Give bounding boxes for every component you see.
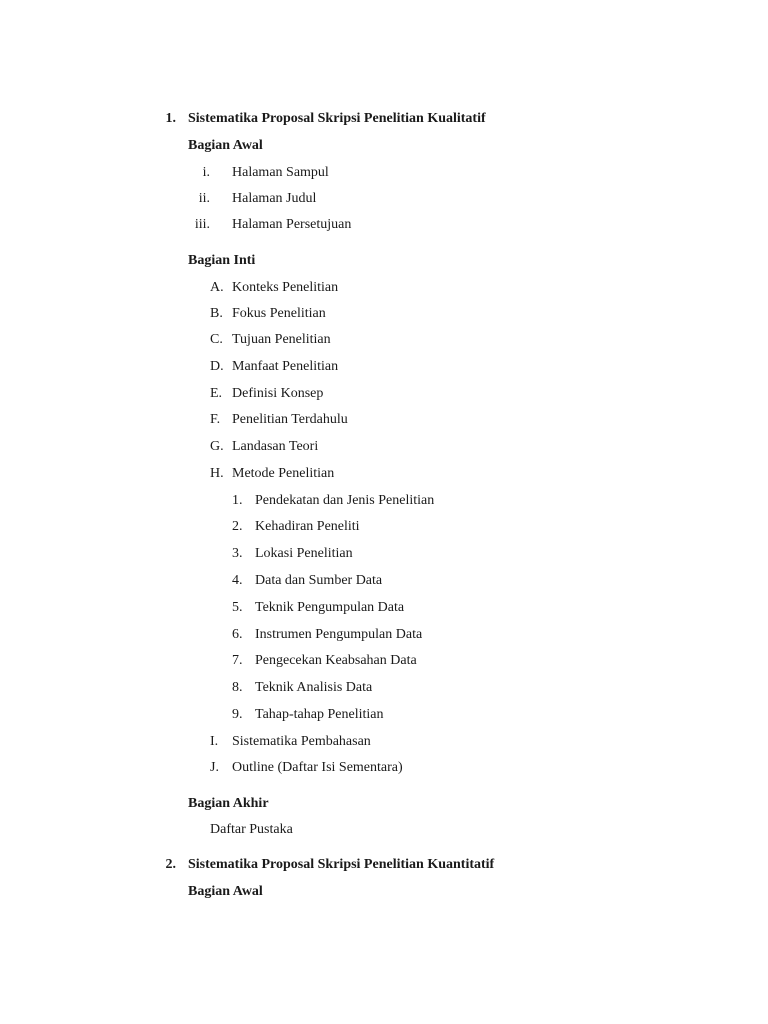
list-marker: 7. bbox=[232, 653, 243, 668]
list-marker: A. bbox=[210, 280, 224, 295]
list-item: Data dan Sumber Data bbox=[255, 573, 383, 588]
list-marker: iii. bbox=[194, 217, 210, 232]
list-item: Instrumen Pengumpulan Data bbox=[255, 627, 423, 642]
bagian-akhir-heading: Bagian Akhir bbox=[188, 796, 269, 811]
list-marker: J. bbox=[210, 760, 219, 775]
list-item: Metode Penelitian bbox=[232, 466, 335, 481]
list-marker: D. bbox=[210, 359, 224, 374]
list-marker: E. bbox=[210, 386, 223, 401]
list-item: Teknik Pengumpulan Data bbox=[255, 600, 405, 615]
list-item: Konteks Penelitian bbox=[232, 280, 339, 295]
section-1-number: 1. bbox=[165, 111, 176, 126]
list-item: Halaman Sampul bbox=[232, 165, 329, 180]
list-item: Outline (Daftar Isi Sementara) bbox=[232, 760, 403, 775]
list-marker: 9. bbox=[232, 707, 243, 722]
list-marker: 3. bbox=[232, 546, 243, 561]
list-item: Halaman Persetujuan bbox=[232, 217, 352, 232]
section-2-title: Sistematika Proposal Skripsi Penelitian Kuantitatif bbox=[188, 857, 495, 872]
list-item: Sistematika Pembahasan bbox=[232, 734, 371, 749]
list-item: Tujuan Penelitian bbox=[232, 332, 331, 347]
list-item: Manfaat Penelitian bbox=[232, 359, 339, 374]
bagian-inti-heading: Bagian Inti bbox=[188, 253, 256, 268]
section-2-number: 2. bbox=[165, 857, 176, 872]
list-item: Landasan Teori bbox=[232, 439, 319, 454]
list-item: Teknik Analisis Data bbox=[255, 680, 373, 695]
list-item: Penelitian Terdahulu bbox=[232, 412, 348, 427]
list-marker: H. bbox=[210, 466, 224, 481]
list-item: Kehadiran Peneliti bbox=[255, 519, 360, 534]
list-marker: F. bbox=[210, 412, 221, 427]
list-item: Fokus Penelitian bbox=[232, 306, 326, 321]
list-marker: G. bbox=[210, 439, 224, 454]
list-marker: C. bbox=[210, 332, 223, 347]
list-marker: ii. bbox=[198, 191, 210, 206]
list-item: Definisi Konsep bbox=[232, 386, 324, 401]
section-1-title: Sistematika Proposal Skripsi Penelitian Kualitatif bbox=[188, 111, 486, 126]
list-marker: 5. bbox=[232, 600, 243, 615]
list-item: Halaman Judul bbox=[232, 191, 317, 206]
list-marker: 2. bbox=[232, 519, 243, 534]
list-item: Pengecekan Keabsahan Data bbox=[255, 653, 417, 668]
bagian-awal-heading-2: Bagian Awal bbox=[188, 884, 263, 899]
list-marker: 8. bbox=[232, 680, 243, 695]
list-item: Pendekatan dan Jenis Penelitian bbox=[255, 493, 435, 508]
list-marker: 1. bbox=[232, 493, 243, 508]
list-item: Daftar Pustaka bbox=[210, 822, 293, 837]
list-marker: 4. bbox=[232, 573, 243, 588]
list-marker: I. bbox=[210, 734, 219, 749]
bagian-awal-heading: Bagian Awal bbox=[188, 138, 263, 153]
list-marker: B. bbox=[210, 306, 223, 321]
list-item: Lokasi Penelitian bbox=[255, 546, 353, 561]
list-marker: 6. bbox=[232, 627, 243, 642]
list-marker: i. bbox=[202, 165, 210, 180]
list-item: Tahap-tahap Penelitian bbox=[255, 707, 384, 722]
